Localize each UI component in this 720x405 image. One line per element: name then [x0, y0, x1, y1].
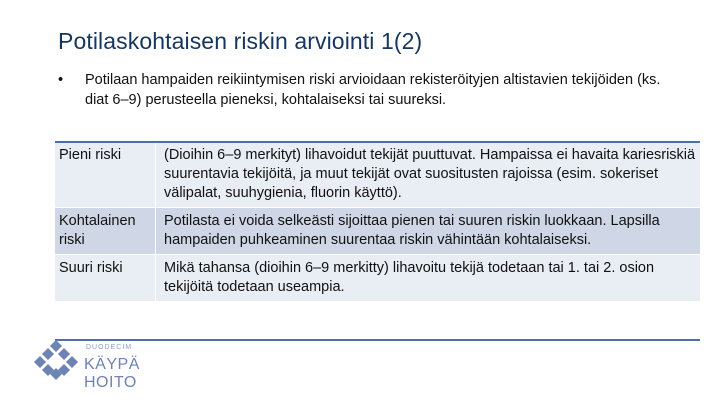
duodecim-diamond-logo-icon	[34, 338, 78, 382]
risk-label: Suuri riski	[55, 255, 156, 302]
risk-description: (Dioihin 6–9 merkityt) lihavoidut tekijät puuttuvat. Hampaissa ei havaita kariesriskiä suurentavia tekijöitä, ja muut tekijät ovat suositusten rajoissa (esim. sokeriset välipalat, suuhygienia, fluorin käyttö).	[156, 142, 701, 208]
kaypa-hoito-logo	[34, 336, 184, 391]
table-row-moderate-risk	[55, 208, 700, 255]
logo-small-text: DUODECIM	[86, 344, 133, 351]
table-row-high-risk	[55, 255, 700, 302]
logo-big-text: KÄYPÄ HOITO	[84, 356, 140, 391]
bullet-marker: •	[58, 72, 64, 88]
risk-label: Kohtalainen riski	[55, 208, 156, 255]
risk-description: Mikä tahansa (dioihin 6–9 merkitty) lihavoitu tekijä todetaan tai 1. tai 2. osion tekijöitä todetaan useampia.	[156, 255, 701, 302]
risk-description: Potilasta ei voida selkeästi sijoittaa pienen tai suuren riskin luokkaan. Lapsilla hampaiden puhkeaminen suurentaa riskin vähintään kohtalaiseksi.	[156, 208, 701, 255]
bullet-text: Potilaan hampaiden reikiintymisen riski arvioidaan rekisteröityjen altistavien tekijöiden (ks. diat 6–9) perusteella pieneksi, kohtalaiseksi tai suureksi.	[85, 72, 661, 108]
risk-table	[55, 142, 700, 301]
table-row-low-risk	[55, 142, 700, 208]
risk-label: Pieni riski	[55, 142, 156, 208]
slide-title: Potilaskohtaisen riskin arviointi 1(2)	[58, 28, 423, 54]
